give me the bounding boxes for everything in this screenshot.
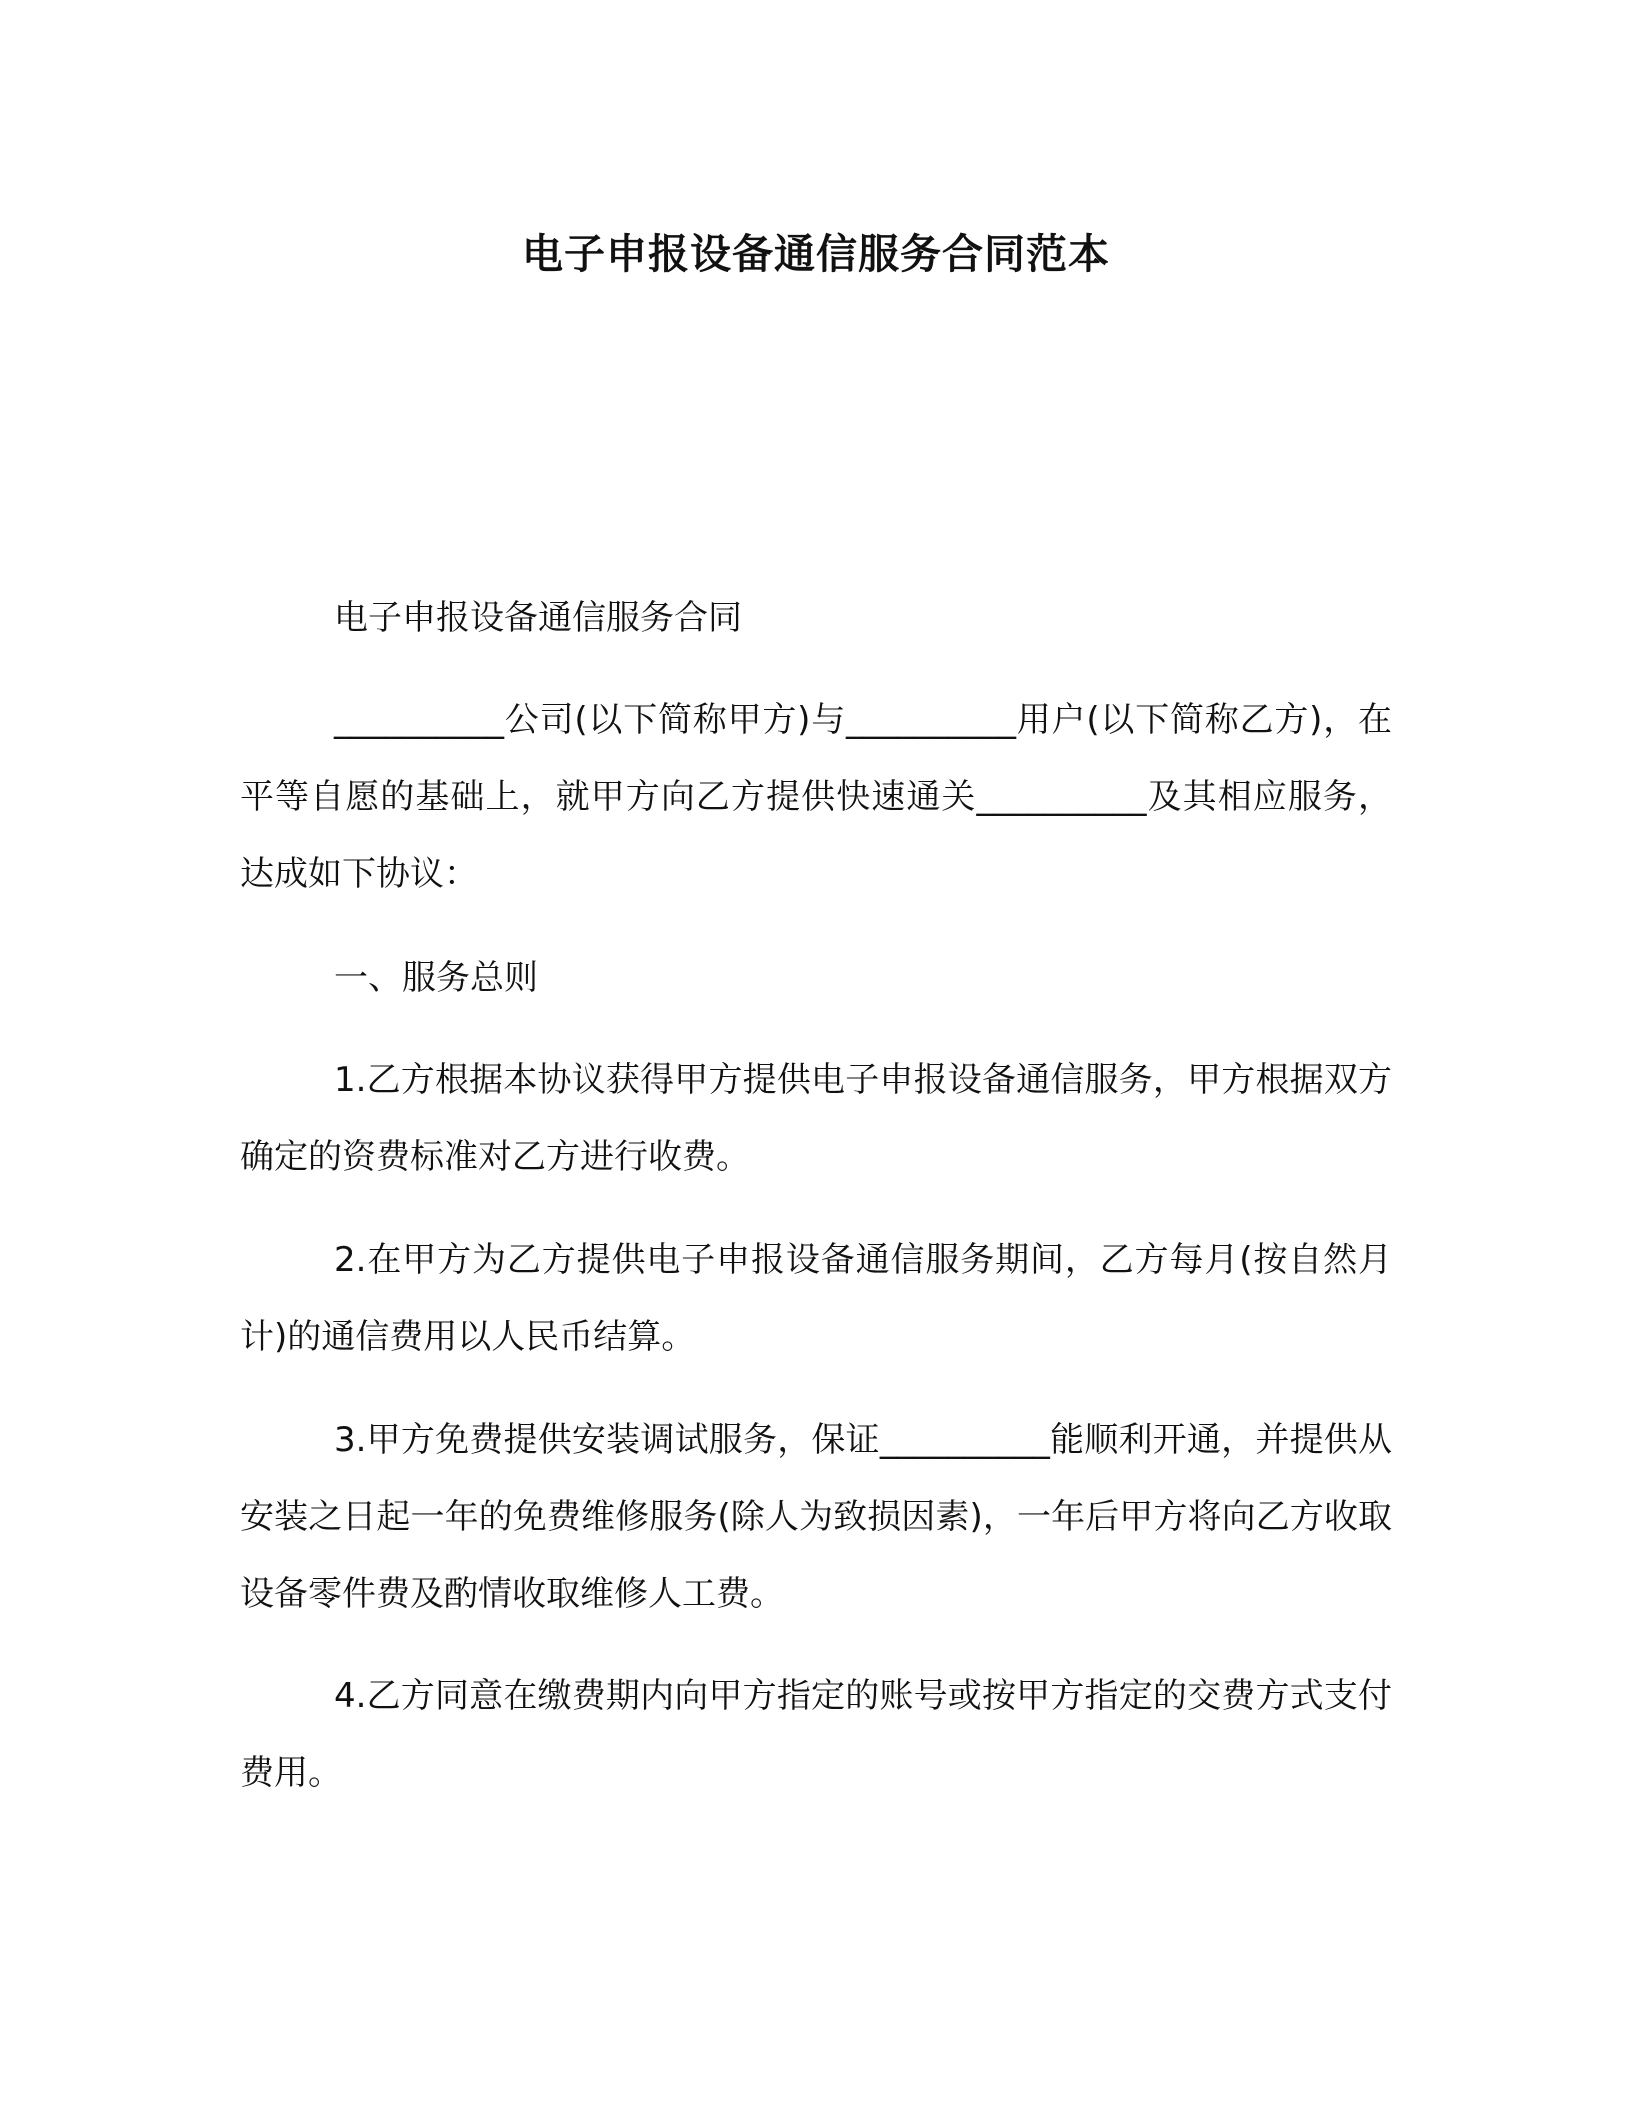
intro-paragraph bbox=[240, 682, 1392, 913]
clause-paragraph bbox=[240, 1222, 1392, 1376]
clause-3-text: 3.甲方免费提供安装调试服务，保证__________能顺利开通，并提供从安装之日起一年的免费维修服务(除人为致损因素)，一年后甲方将向乙方收取设备零件费及酌情收取维修人工费。 bbox=[240, 1420, 1392, 1614]
clause-4-text: 4.乙方同意在缴费期内向甲方指定的账号或按甲方指定的交费方式支付费用。 bbox=[240, 1676, 1392, 1793]
section-heading: 一、服务总则 bbox=[334, 958, 538, 998]
clause-2-text: 2.在甲方为乙方提供电子申报设备通信服务期间，乙方每月(按自然月计)的通信费用以人民币结算。 bbox=[240, 1240, 1392, 1357]
clause-1-text: 1.乙方根据本协议获得甲方提供电子申报设备通信服务，甲方根据双方确定的资费标准对乙方进行收费。 bbox=[240, 1060, 1392, 1177]
clause-paragraph bbox=[240, 1042, 1392, 1196]
document-title: 电子申报设备通信服务合同范本 bbox=[522, 230, 1110, 278]
clause-paragraph bbox=[240, 1658, 1392, 1812]
contract-name: 电子申报设备通信服务合同 bbox=[334, 598, 742, 638]
clause-paragraph bbox=[240, 1402, 1392, 1633]
intro-text: __________公司(以下简称甲方)与__________用户(以下简称乙方)，在平等自愿的基础上，就甲方向乙方提供快速通关__________及其相应服务，达成如下协议： bbox=[240, 700, 1392, 894]
